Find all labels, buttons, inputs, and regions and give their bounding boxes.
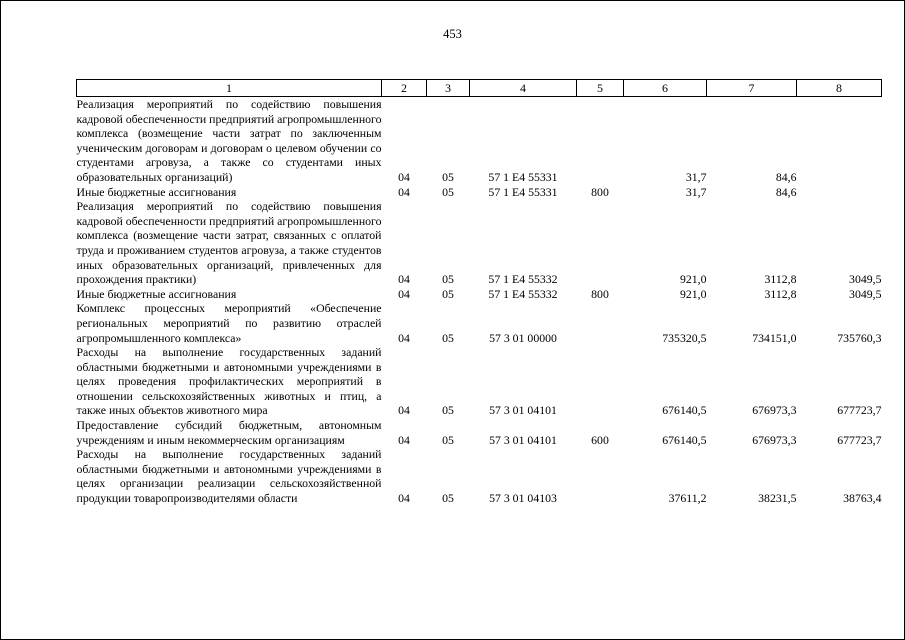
column-header-5: 5 bbox=[577, 80, 624, 97]
row-title-cell: Расходы на выполнение государственных заданий областными бюджетными и автономными учреждениями в целях организации реализации сельскохозяйственной продукции товаропроизводителями области bbox=[76, 447, 382, 506]
page-number: 453 bbox=[443, 27, 462, 41]
value-cell: 57 3 01 00000 bbox=[489, 330, 557, 345]
value-cell: 676973,3 bbox=[752, 432, 797, 447]
table-row bbox=[77, 97, 882, 185]
column-header-3: 3 bbox=[427, 80, 470, 97]
value-cell: 57 1 Е4 55331 bbox=[488, 169, 558, 184]
value-cell: 04 bbox=[398, 169, 410, 184]
table-row bbox=[77, 301, 882, 345]
value-cell: 921,0 bbox=[679, 272, 707, 287]
value-cell: 677723,7 bbox=[837, 432, 882, 447]
value-cell: 57 3 01 04103 bbox=[489, 491, 557, 506]
value-cell bbox=[577, 345, 624, 418]
value-cell: 57 1 Е4 55332 bbox=[488, 286, 558, 301]
value-cell: 04 bbox=[398, 330, 410, 345]
value-cell: 84,6 bbox=[775, 184, 797, 199]
value-cell: 84,6 bbox=[775, 169, 797, 184]
row-title-cell: Комплекс процессных мероприятий «Обеспечение региональных мероприятий по развитию отраслей агропромышленного комплекса» bbox=[76, 301, 382, 345]
value-cell: 921,0 bbox=[679, 286, 707, 301]
value-cell: 31,7 bbox=[685, 184, 707, 199]
value-cell: 38231,5 bbox=[758, 491, 797, 506]
value-cell: 05 bbox=[442, 169, 454, 184]
value-cell: 800 bbox=[591, 184, 609, 199]
column-header-7: 7 bbox=[707, 80, 797, 97]
value-cell bbox=[577, 301, 624, 345]
table-row bbox=[77, 287, 882, 302]
row-title-cell: Реализация мероприятий по содействию повышения кадровой обеспеченности предприятий агропромышленного комплекса (возмещение части затрат по заключенным ученическим договорам и договорам о целевом обучении со студентами агровуза, а также со студентами иных образовательных организаций) bbox=[76, 97, 382, 184]
value-cell: 04 bbox=[398, 184, 410, 199]
value-cell: 05 bbox=[442, 491, 454, 506]
column-header-4: 4 bbox=[470, 80, 577, 97]
value-cell: 676140,5 bbox=[662, 432, 707, 447]
value-cell: 04 bbox=[398, 491, 410, 506]
value-cell: 05 bbox=[442, 286, 454, 301]
table-row bbox=[77, 418, 882, 447]
value-cell bbox=[797, 97, 882, 185]
row-title-cell: Предоставление субсидий бюджетным, автономным учреждениям и иным некоммерческим организациям bbox=[76, 418, 382, 447]
table-row bbox=[77, 185, 882, 200]
value-cell: 3112,8 bbox=[764, 286, 797, 301]
table-row bbox=[77, 199, 882, 287]
value-cell: 734151,0 bbox=[752, 330, 797, 345]
value-cell: 676973,3 bbox=[752, 403, 797, 418]
value-cell: 38763,4 bbox=[843, 491, 882, 506]
column-header-8: 8 bbox=[797, 80, 882, 97]
table-row bbox=[77, 447, 882, 505]
table-row bbox=[77, 345, 882, 418]
value-cell bbox=[577, 199, 624, 287]
header-row bbox=[77, 80, 882, 97]
value-cell: 677723,7 bbox=[837, 403, 882, 418]
value-cell bbox=[797, 185, 882, 200]
table-header bbox=[77, 80, 882, 97]
value-cell: 04 bbox=[398, 403, 410, 418]
table-body bbox=[77, 97, 882, 506]
row-title-cell: Иные бюджетные ассигнования bbox=[76, 184, 237, 199]
value-cell: 05 bbox=[442, 184, 454, 199]
value-cell: 735760,3 bbox=[837, 330, 882, 345]
value-cell: 37611,2 bbox=[668, 491, 707, 506]
budget-table bbox=[76, 79, 882, 506]
row-title-cell: Расходы на выполнение государственных заданий областными бюджетными и автономными учреждениями в целях проведения профилактических мероприятий в отношении сельскохозяйственных животных и птиц, а также иных объектов животного мира bbox=[76, 345, 382, 418]
column-header-6: 6 bbox=[624, 80, 707, 97]
value-cell: 57 1 Е4 55331 bbox=[488, 184, 558, 199]
value-cell: 05 bbox=[442, 432, 454, 447]
value-cell: 05 bbox=[442, 272, 454, 287]
row-title-cell: Реализация мероприятий по содействию повышения кадровой обеспеченности предприятий агропромышленного комплекса (возмещение части затрат, связанных с оплатой труда и проживанием студентов агровуза, а также студентов иных образовательных организаций, привлеченных для прохождения практики) bbox=[76, 199, 382, 287]
column-header-1: 1 bbox=[77, 80, 382, 97]
value-cell: 04 bbox=[398, 272, 410, 287]
value-cell: 676140,5 bbox=[662, 403, 707, 418]
value-cell: 3049,5 bbox=[849, 286, 882, 301]
value-cell: 31,7 bbox=[685, 169, 707, 184]
value-cell: 04 bbox=[398, 432, 410, 447]
value-cell: 735320,5 bbox=[662, 330, 707, 345]
value-cell: 04 bbox=[398, 286, 410, 301]
value-cell bbox=[577, 97, 624, 185]
value-cell: 3049,5 bbox=[849, 272, 882, 287]
value-cell: 3112,8 bbox=[764, 272, 797, 287]
value-cell: 57 3 01 04101 bbox=[489, 432, 557, 447]
value-cell: 05 bbox=[442, 403, 454, 418]
value-cell: 05 bbox=[442, 330, 454, 345]
value-cell: 57 3 01 04101 bbox=[489, 403, 557, 418]
row-title-cell: Иные бюджетные ассигнования bbox=[76, 286, 237, 301]
column-header-2: 2 bbox=[382, 80, 427, 97]
value-cell: 57 1 Е4 55332 bbox=[488, 272, 558, 287]
value-cell bbox=[577, 447, 624, 505]
value-cell: 800 bbox=[591, 286, 609, 301]
value-cell: 600 bbox=[591, 432, 609, 447]
